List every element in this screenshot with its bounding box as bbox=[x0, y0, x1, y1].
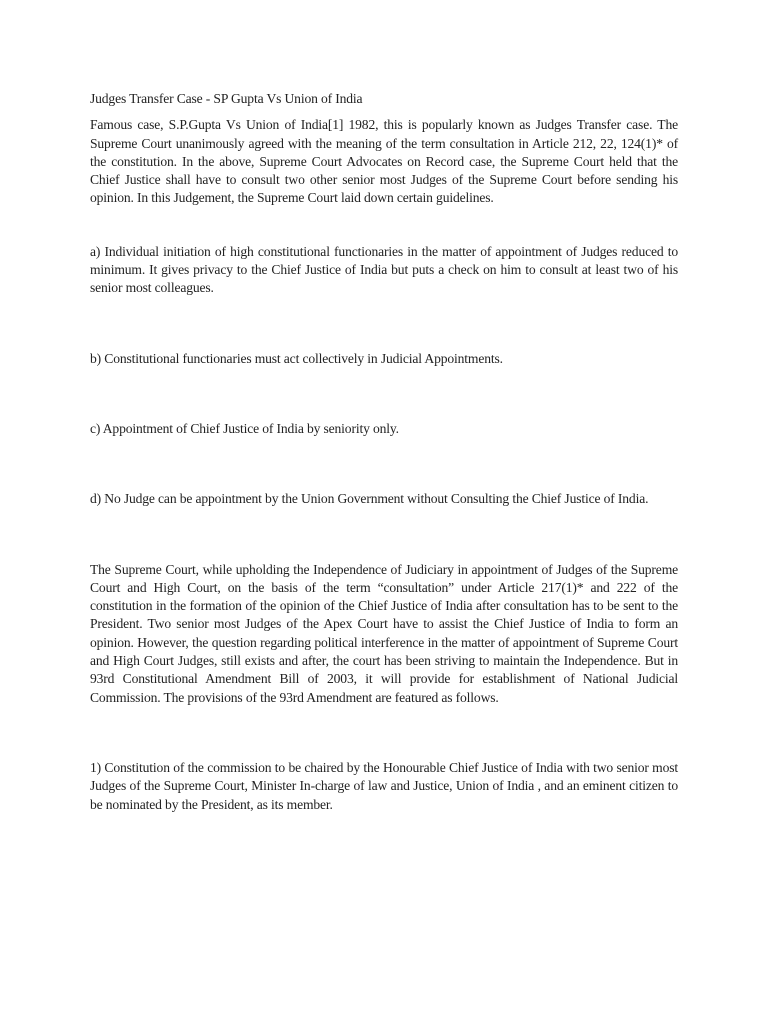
document-title: Judges Transfer Case - SP Gupta Vs Union of India bbox=[90, 91, 363, 106]
guideline-a: a) Individual initiation of high constitutional functionaries in the matter of appointment of Judges reduced to minimum. It gives privacy to the Chief Justice of India but puts a check on him to consult at least two of his senior most colleagues. bbox=[90, 243, 678, 296]
guideline-d: d) No Judge can be appointment by the Union Government without Consulting the Chief Justice of India. bbox=[90, 491, 649, 507]
guideline-c: c) Appointment of Chief Justice of India by seniority only. bbox=[90, 420, 399, 436]
provision-1: 1) Constitution of the commission to be chaired by the Honourable Chief Justice of India with two senior most Judges of the Supreme Court, Minister In-charge of law and Justice, Union of India , and an eminent citizen to be nominated by the President, as its member. bbox=[90, 759, 678, 812]
body-paragraph: The Supreme Court, while upholding the Independence of Judiciary in appointment of Judges of the Supreme Court and High Court, on the basis of the term “consultation” under Article 217(1)* and 222 of the constitution in the formation of the opinion of the Chief Justice of India after consultation has to be sent to the President. Two senior most Judges of the Apex Court have to assist the Chief Justice of India to form an opinion. However, the question regarding political interference in the matter of appointment of Supreme Court and High Court Judges, still exists and after, the court has been striving to maintain the Independence. But in 93rd Constitutional Amendment Bill of 2003, it will provide for establishment of National Judicial Commission. The provisions of the 93rd Amendment are featured as follows. bbox=[90, 561, 678, 705]
intro-paragraph: Famous case, S.P.Gupta Vs Union of India[1] 1982, this is popularly known as Judges Transfer case. The Supreme Court unanimously agreed with the meaning of the term consultation in Article 212, 22, 124(1)* of the constitution. In the above, Supreme Court Advocates on Record case, the Supreme Court held that the Chief Justice shall have to consult two other senior most Judges of the Supreme Court before sending his opinion. In this Judgement, the Supreme Court laid down certain guidelines. bbox=[90, 117, 678, 206]
guideline-b: b) Constitutional functionaries must act collectively in Judicial Appointments. bbox=[90, 350, 503, 366]
document-page bbox=[90, 90, 678, 814]
